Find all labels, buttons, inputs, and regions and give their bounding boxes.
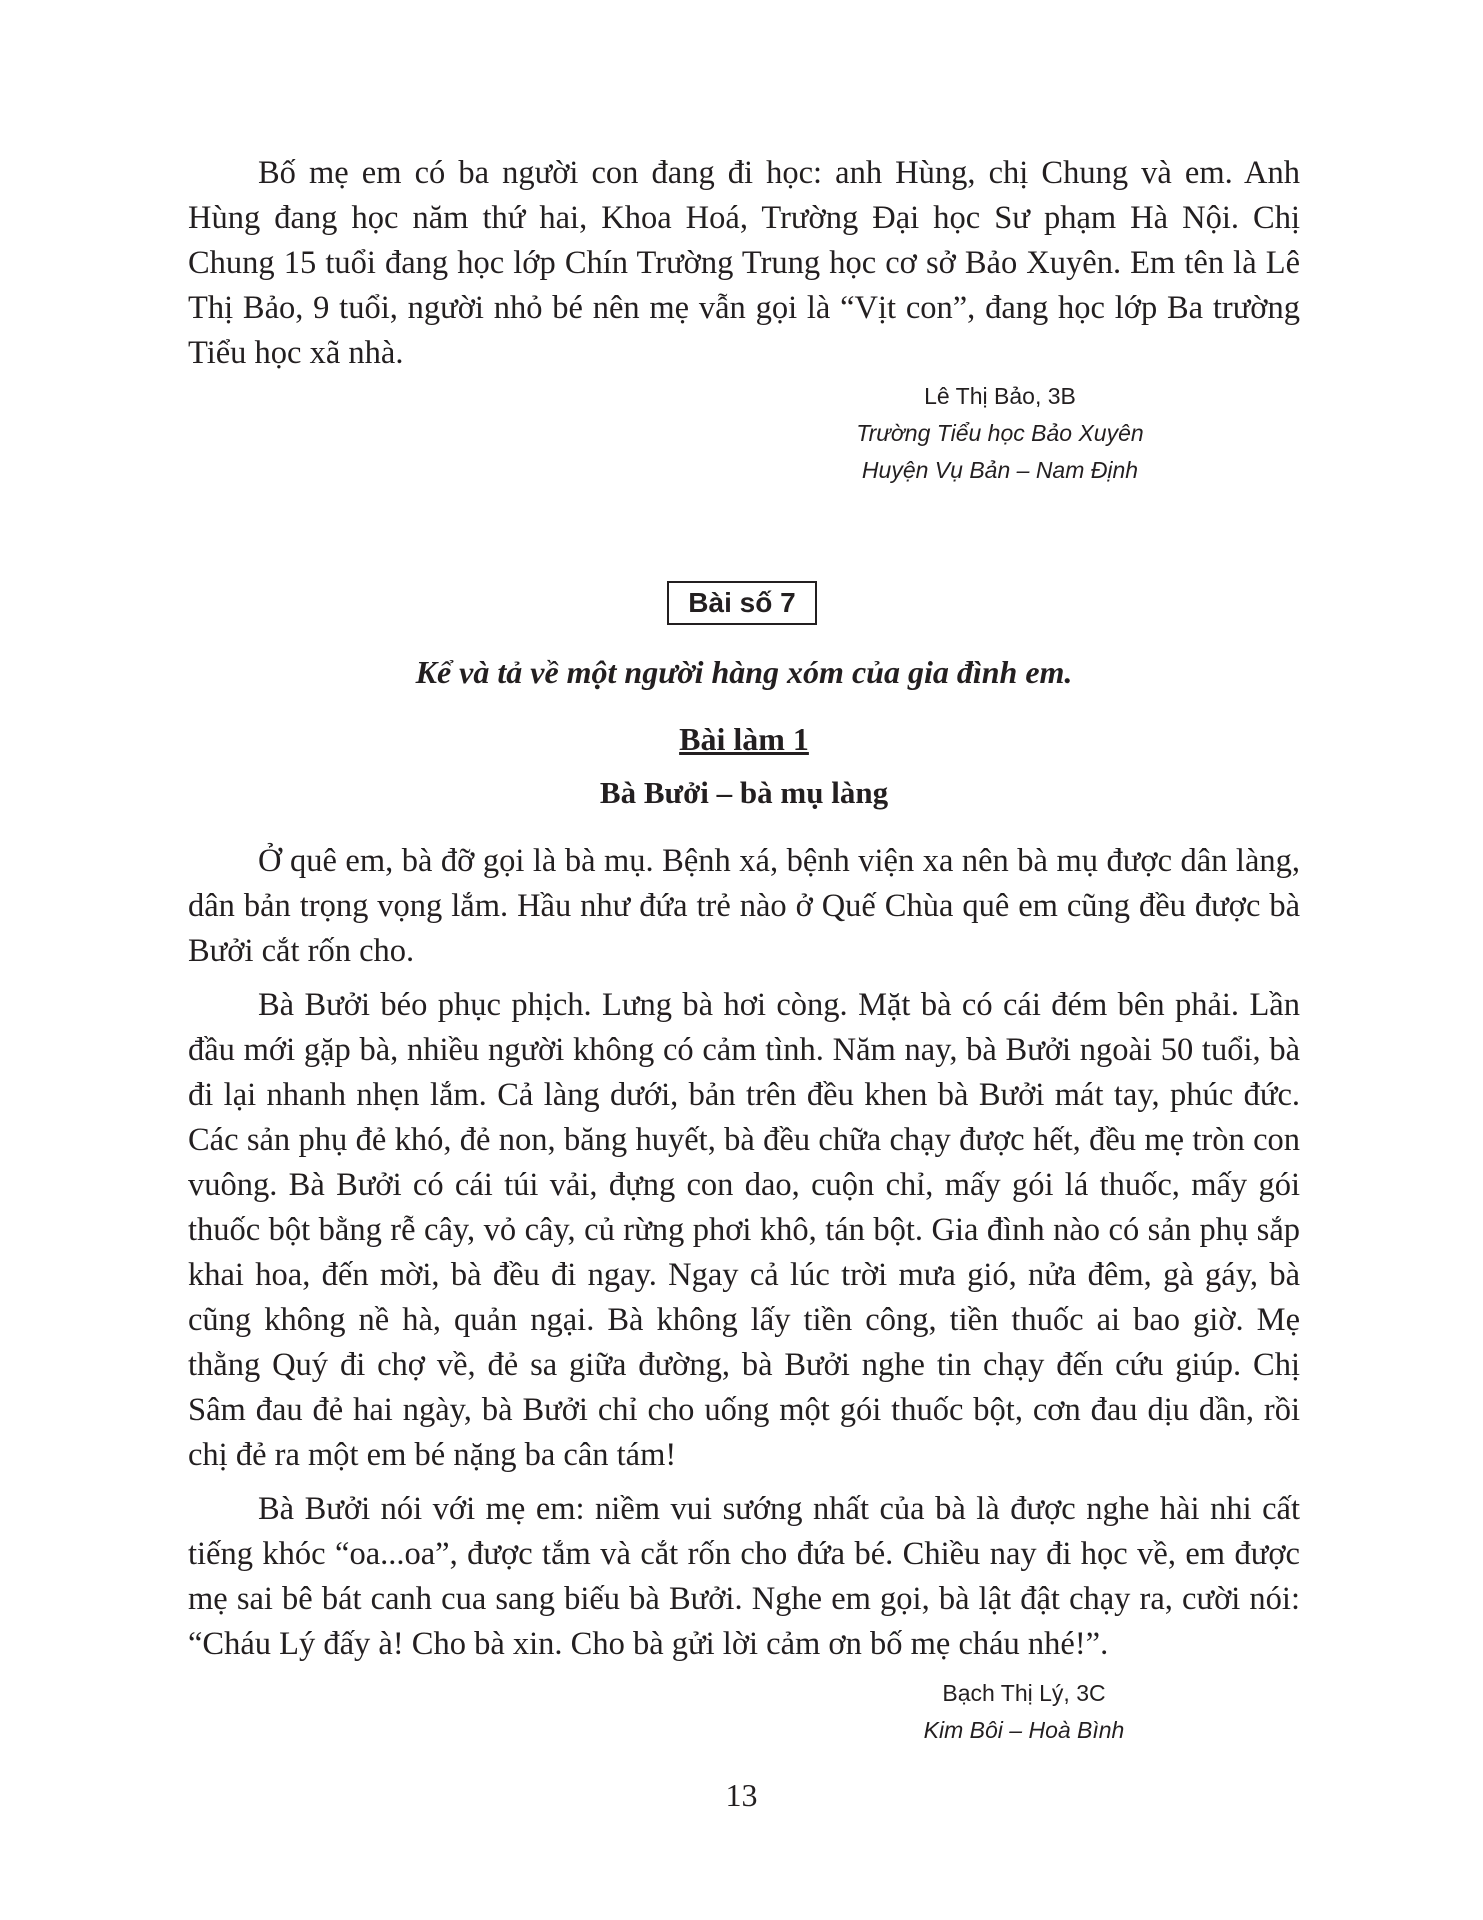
signature-school: Trường Tiểu học Bảo Xuyên — [856, 420, 1144, 446]
top-essay-text — [188, 151, 1300, 376]
page-number: 13 — [725, 1777, 758, 1813]
exercise-prompt: Kể và tả về một người hàng xóm của gia đình em. — [415, 654, 1073, 690]
exercise-label: Bài số 7 — [667, 581, 817, 625]
signature-author: Bạch Thị Lý, 3C — [942, 1680, 1106, 1706]
essay-paragraph: Bà Bưởi nói với mẹ em: niềm vui sướng nhất của bà là được nghe hài nhi cất tiếng khóc “oa...oa”, được tắm và cắt rốn cho đứa bé. Chiều nay đi học về, em được mẹ sai bê bát canh cua sang biếu bà Bưởi. Nghe em gọi, bà lật đật chạy ra, cười nói: “Cháu Lý đấy à! Cho bà xin. Cho bà gửi lời cảm ơn bố mẹ cháu nhé!”. — [188, 1491, 1300, 1662]
essay-text — [188, 839, 1300, 1667]
essay-signature — [824, 1675, 1224, 1749]
signature-author: Lê Thị Bảo, 3B — [924, 383, 1076, 409]
essay-paragraph: Bà Bưởi béo phục phịch. Lưng bà hơi còng. Mặt bà có cái đém bên phải. Lần đầu mới gặp bà, nhiều người không có cảm tình. Năm nay, bà Bưởi ngoài 50 tuổi, bà đi lại nhanh nhẹn lắm. Cả làng dưới, bản trên đều khen bà Bưởi mát tay, phúc đức. Các sản phụ đẻ khó, đẻ non, băng huyết, bà đều chữa chạy được hết, đều mẹ tròn con vuông. Bà Bưởi có cái túi vải, đựng con dao, cuộn chỉ, mấy gói lá thuốc, mấy gói thuốc bột bằng rễ cây, vỏ cây, củ rừng phơi khô, tán bột. Gia đình nào có sản phụ sắp khai hoa, đến mời, bà đều đi ngay. Ngay cả lúc trời mưa gió, nửa đêm, gà gáy, bà cũng không nề hà, quản ngại. Bà không lấy tiền công, tiền thuốc ai bao giờ. Mẹ thằng Quý đi chợ về, đẻ sa giữa đường, bà Bưởi nghe tin chạy đến cứu giúp. Chị Sâm đau đẻ hai ngày, bà Bưởi chỉ cho uống một gói thuốc bột, cơn đau dịu dần, rồi chị đẻ ra một em bé nặng ba cân tám! — [188, 987, 1300, 1473]
essay-paragraph: Ở quê em, bà đỡ gọi là bà mụ. Bệnh xá, bệnh viện xa nên bà mụ được dân làng, dân bản trọng vọng lắm. Hầu như đứa trẻ nào ở Quế Chùa quê em cũng đều được bà Bưởi cắt rốn cho. — [188, 843, 1300, 969]
essay-title: Bà Bưởi – bà mụ làng — [599, 775, 889, 810]
top-essay-signature — [800, 378, 1200, 489]
essay-heading: Bài làm 1 — [679, 721, 809, 757]
top-essay-paragraph: Bố mẹ em có ba người con đang đi học: anh Hùng, chị Chung và em. Anh Hùng đang học năm thứ hai, Khoa Hoá, Trường Đại học Sư phạm Hà Nội. Chị Chung 15 tuổi đang học lớp Chín Trường Trung học cơ sở Bảo Xuyên. Em tên là Lê Thị Bảo, 9 tuổi, người nhỏ bé nên mẹ vẫn gọi là “Vịt con”, đang học lớp Ba trường Tiểu học xã nhà. — [188, 155, 1300, 371]
signature-location: Kim Bôi – Hoà Bình — [923, 1717, 1125, 1743]
signature-location: Huyện Vụ Bản – Nam Định — [861, 457, 1139, 483]
